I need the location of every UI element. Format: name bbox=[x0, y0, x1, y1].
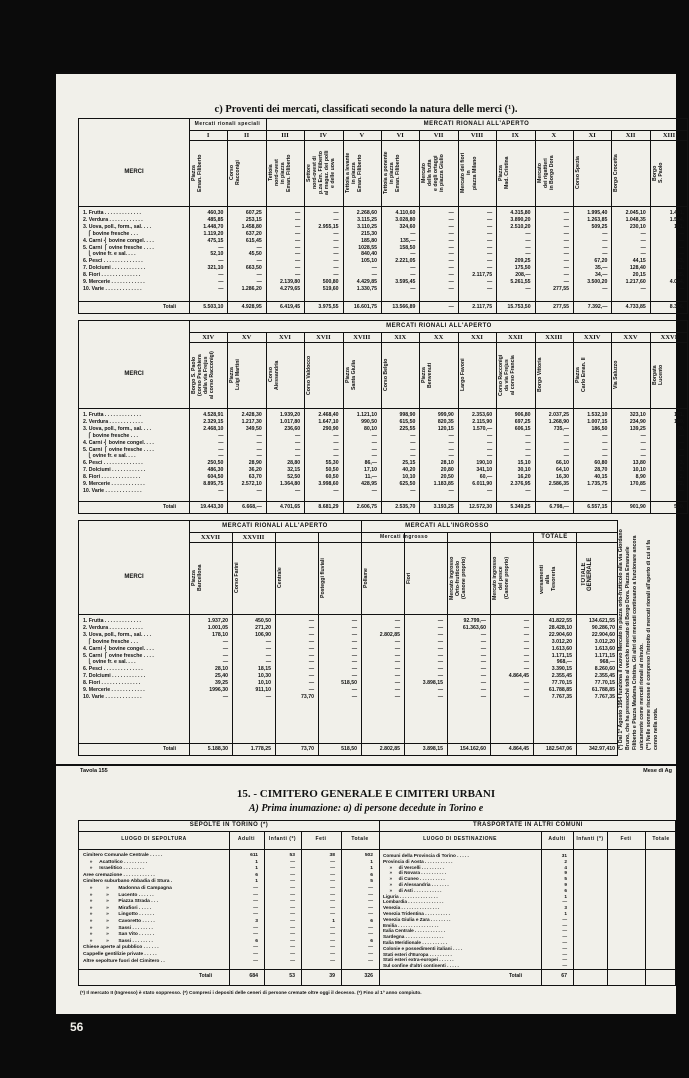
group-ingrosso: MERCATI ALL'INGROSSO bbox=[405, 523, 489, 529]
market-number: XXVIII bbox=[242, 534, 265, 541]
market-total: 73,70 bbox=[301, 746, 314, 752]
market-total: 19.443,30 bbox=[200, 504, 224, 510]
merci-header: MERCI bbox=[124, 371, 144, 377]
market-name: Mercato della frutta e degli ortaggi in piazza Giulio bbox=[421, 154, 446, 192]
market-name: Piazza Benvenuti bbox=[421, 362, 434, 388]
market-values: — — — — — — — — — — — 73,70 bbox=[301, 618, 314, 700]
right-col-head: LUOGO DI DESTINAZIONE bbox=[423, 836, 497, 842]
market-total: 901,90 bbox=[629, 504, 646, 510]
market-name: Mercato dei fiori in piazza Milano bbox=[459, 152, 478, 194]
market-values: — — — — — — — — — — 2.139,80 4.279,65 bbox=[279, 210, 301, 292]
market-values: 906,80 697,25 606,15 — — — — 15,10 30,10 16,20 2.376,95 — bbox=[510, 412, 531, 494]
left-group: SEPOLTE IN TORINO (*) bbox=[189, 822, 269, 828]
row-rule bbox=[79, 501, 687, 502]
market-name: Borgo Vittoria bbox=[536, 357, 543, 393]
market-number: XXIV bbox=[583, 334, 601, 341]
burial-places: Cimitero Comunale Centrale . . . . . » Acattolico . . . . . . . . . » Israelitico . . . . . . . . Aree cremazione . . . . . . . . . . . . Cimitero suburbano Abbadia di Stura . » » Madonna di Campagna » » Lucento . . . . . . » » Piazza Strada . . . » » Mirafiori . . . . . » » Lingotto . . . . . . » » Cavoretto . . . . . » » Sassi . . . . . . . . » » San Vito . . . . . . » » Sassi . . . . . . . . Chiese aperte al pubblico . . . . . . Cappelle gentilizie private . . . . . Altre sepolture fuori del Cimitero . . bbox=[83, 853, 173, 964]
market-total: 8.306, bbox=[669, 304, 685, 310]
tav155-strip bbox=[56, 764, 676, 780]
market-number: IX bbox=[511, 132, 519, 139]
market-values: 607,25 253,15 1.458,80 637,20 615,45 — 45,50 — 663,50 — — 1.286,20 bbox=[241, 210, 262, 292]
market-total: 5.503,10 bbox=[203, 304, 224, 310]
market-values: 998,90 615,50 225,55 — — — — 25,15 40,20 10,10 625,50 — bbox=[399, 412, 416, 494]
column-rule bbox=[645, 831, 646, 985]
group-aperto: MERCATI RIONALI ALL'APERTO bbox=[386, 323, 492, 329]
right-col-head: Feti bbox=[620, 836, 632, 842]
row-rule bbox=[189, 532, 617, 533]
markets-table-2 bbox=[78, 320, 688, 514]
market-total: 342.97,410 bbox=[589, 746, 615, 752]
market-name: Tettoia nord-ovest in piazza Eman. Filiberto bbox=[267, 154, 292, 192]
market-number: II bbox=[244, 132, 250, 139]
market-name: Borgo S. Paolo bbox=[651, 162, 664, 184]
market-total: 6.557,15 bbox=[587, 504, 608, 510]
market-values: 1.121,10 990,50 80,10 — — — — 86,— 17,10 11,— 428,95 — bbox=[356, 412, 377, 494]
market-number: XXVI bbox=[660, 334, 678, 341]
column-rule bbox=[573, 831, 574, 985]
market-total: 277,55 bbox=[553, 304, 569, 310]
market-name: Corso Farini bbox=[234, 562, 240, 594]
row-rule bbox=[79, 849, 675, 850]
row-rule bbox=[79, 206, 687, 207]
merci-header: MERCI bbox=[124, 574, 144, 580]
market-values: — — — — — — — — — 3.898,15 — — bbox=[422, 618, 443, 700]
market-values: 1.939,20 1.017,80 236,60 — — — — 28,80 32,15 52,50 1.364,80 — bbox=[279, 412, 301, 494]
market-name: Mercato dei rigattieri in Borgo Dora bbox=[536, 155, 555, 191]
row-labels: 1. Frutta . . . . . . . . . . . . . 2. Verdura . . . . . . . . . . . . 3. Uova, poll., form., sal. . . . ⎧ bovine fresche . . . 4. Carni ⎨ bovine congel. . . . 5. Carni ⎧ ovine fresche . . . . ⎩ ovine fr. e sal. . . . 6. Pesci . . . . . . . . . . . . . . 7. Dolciumi . . . . . . . . . . . . 8. Fiori . . . . . . . . . . . . . . 9. Mercerie . . . . . . . . . . . . 10. Varie . . . . . . . . . . . . . bbox=[83, 412, 154, 494]
market-name: Piazza Luigi Martini bbox=[229, 359, 242, 391]
row-rule bbox=[79, 408, 687, 409]
market-name: Centrale bbox=[277, 567, 283, 589]
tav155-month: Mese di Ag bbox=[643, 768, 672, 774]
market-number: XXII bbox=[508, 334, 523, 341]
destinations: Comuni della Provincia di Torino . . . . . Provincia di Aosta . . . . . . . . . . . » di Vercelli . . . . . . . . . » di Novara . . . . . . . . . . » di Cuneo . . . . . . . . . . » di Alessandria . . . . . . . » di Asti . . . . . . . . . . . Liguria . . . . . . . . . . . . . . . Lombardia . . . . . . . . . . . . . . Venezia . . . . . . . . . . . . . . . Venezia Tridentina . . . . . . . . . . Venezia Giulia e Zara . . . . . . . . Emilia . . . . . . . . . . . . . . . . Italia Centrale . . . . . . . . . . . . Sardegna . . . . . . . . . . . . . . . Italia Meridionale . . . . . . . . . . Colonie e possedimenti italiani . . . . Stati esteri d'Europa . . . . . . . . . Stati esteri extra-europei . . . . . . Sul confine d'altri continenti . . . . . bbox=[383, 853, 469, 969]
right-group: TRASPORTATE IN ALTRI COMUNI bbox=[473, 822, 583, 828]
left-col-head: Totale bbox=[351, 836, 369, 842]
market-values: 460,30 485,85 1.448,70 1.119,20 475,15 — 52,10 — 321,10 — — — bbox=[203, 210, 224, 292]
market-total: 518,50 bbox=[341, 746, 357, 752]
tav155-label: Tavola 155 bbox=[80, 768, 108, 774]
burial-left_totale: 502 1 1 6 5 — — — — — 6 — — 6 — — — bbox=[364, 853, 373, 964]
market-total: 15.753,50 bbox=[507, 304, 531, 310]
market-name: Piazza Barcellona bbox=[191, 564, 203, 592]
market-number: XI bbox=[588, 132, 596, 139]
total-left-2: 39 bbox=[329, 973, 335, 979]
row-labels: 1. Frutta . . . . . . . . . . . . . 2. Verdura . . . . . . . . . . . . 3. Uova, poll., form., sal. . . . ⎧ bovine fresche . . . 4. Carni ⎨ bovine congel. . . . 5. Carni ⎧ ovine fresche . . . . ⎩ ovine fr. e sal. . . . 6. Pesci . . . . . . . . . . . . . . 7. Dolciumi . . . . . . . . . . . . 8. Fiori . . . . . . . . . . . . . . 9. Mercerie . . . . . . . . . . . . 10. Varie . . . . . . . . . . . . . bbox=[83, 210, 154, 292]
market-number: XXIII bbox=[545, 334, 563, 341]
column-rule bbox=[379, 821, 380, 985]
market-number: XV bbox=[241, 334, 252, 341]
market-values: — — — — — — — — 4.864,45 — — — bbox=[508, 618, 529, 700]
market-number: XIV bbox=[202, 334, 215, 341]
market-number: VIII bbox=[470, 132, 484, 139]
market-values: 999,90 820,35 120,15 — — — — 28,10 20,80 20,50 1.183,85 — bbox=[433, 412, 454, 494]
market-name: Largo Favoni bbox=[459, 358, 466, 392]
market-total: 520, bbox=[674, 504, 685, 510]
market-total: 6.668,— bbox=[242, 504, 262, 510]
market-name: Fiori bbox=[406, 572, 412, 584]
market-number: XVIII bbox=[353, 334, 371, 341]
total-left-0: 684 bbox=[249, 973, 258, 979]
market-total: 5.188,30 bbox=[207, 746, 228, 752]
market-values: 2.268,60 3.115,25 3.110,25 215,30 185,80 1028,55 840,40 105,10 — — 4.429,85 1.330,75 bbox=[356, 210, 377, 292]
group-aperto: MERCATI RIONALI ALL'APERTO bbox=[222, 523, 328, 529]
market-total: 182.547,06 bbox=[546, 746, 572, 752]
row-rule bbox=[79, 301, 687, 302]
market-number: XII bbox=[625, 132, 636, 139]
market-total: 4.864,45 bbox=[508, 746, 529, 752]
market-total: 2.802,85 bbox=[379, 746, 400, 752]
market-total: 6.798,— bbox=[549, 504, 569, 510]
markets-table-3 bbox=[78, 520, 618, 756]
market-name: Pollame bbox=[363, 568, 369, 588]
market-total: 8.681,29 bbox=[318, 504, 339, 510]
market-total: 6.419,45 bbox=[279, 304, 301, 310]
market-values: 92.799,— 61.363,60 — — — — — — — — — — bbox=[462, 618, 486, 700]
markets-table-1 bbox=[78, 118, 688, 314]
burial-left_infanti: 53 — — — — — — — — — — — — — — — — bbox=[289, 853, 295, 964]
right-col-head: Infanti (*) bbox=[576, 836, 604, 842]
market-values: 1.937,20 1.001,05 178,10 — — — — 28,10 25,40 39,25 1996,30 — bbox=[207, 618, 228, 700]
totali-label: Totali bbox=[163, 504, 176, 510]
market-name: Via Saluzzo bbox=[613, 360, 620, 390]
document-page bbox=[56, 74, 685, 1014]
left-col-head: Adulti bbox=[237, 836, 256, 842]
market-name: Settore nord-ovest di p.za Em. Filiberto al magaz. dei polli e delle uova bbox=[306, 150, 337, 196]
left-col-head: Infanti (*) bbox=[268, 836, 297, 842]
market-total: 3.898,15 bbox=[422, 746, 443, 752]
market-total: 2.606,75 bbox=[356, 504, 377, 510]
market-total: 2.117,75 bbox=[472, 304, 493, 310]
row-rule bbox=[79, 614, 617, 615]
footnote-mercato: (*) Dal 1º Agosto 1954 funziona il nuovo Mercato in piazza orto-frutticolo alla via Giordano Bruno, che ha pressoché tolto al vecchio mercato di Borgo Dora. Piazza Emanuele Filiberto e Piazza Madama Cristina. Gli altri dei mercati continuano a funzionare ancora unicamente come mercati rionali al minuto. (**) Nelle somme riscosse è compreso l'introito di mercati rionali all'aperto di cui si fa cenno nella nota. bbox=[618, 529, 659, 750]
totale-header: TOTALE bbox=[541, 534, 568, 540]
market-name: Borgo S. Paolo (corso Peschiera dalla via Frejus al corso Racconigi) bbox=[191, 351, 215, 399]
market-number: XX bbox=[433, 334, 444, 341]
market-name: Piazza Santa Giulia bbox=[344, 360, 357, 390]
market-total: 5.349,25 bbox=[510, 504, 531, 510]
market-total: 2.535,70 bbox=[395, 504, 416, 510]
totale-sub: versamenti alla Tesoreria bbox=[539, 564, 557, 594]
totali-right: Totali bbox=[509, 973, 522, 979]
market-values: 181, 180, 80, — — — — 3, 2, 2, 72, — bbox=[674, 412, 685, 494]
market-number: IV bbox=[319, 132, 327, 139]
row-labels: 1. Frutta . . . . . . . . . . . . . 2. Verdura . . . . . . . . . . . . 3. Uova, poll., form., sal. . . . ⎧ bovine fresche . . . 4. Carni ⎨ bovine congel. . . . 5. Carni ⎧ ovine fresche . . . . ⎩ ovine fr. e sal. . . . 6. Pesci . . . . . . . . . . . . . . 7. Dolciumi . . . . . . . . . . . . 8. Fiori . . . . . . . . . . . . . . 9. Mercerie . . . . . . . . . . . . 10. Varie . . . . . . . . . . . . . bbox=[83, 618, 154, 700]
generale-header: TOTALE GENERALE bbox=[581, 557, 593, 591]
market-values: 4.110,60 3.028,80 324,60 — 135,— 158,50 — 2.221,05 — — 3.595,45 — bbox=[395, 210, 416, 292]
market-name: Tettoia a levante in piazza Eman. Filiberto bbox=[344, 152, 363, 194]
burial-left_adulti: 611 1 1 6 1 — — — — — 3 — — 6 — — — bbox=[250, 853, 258, 964]
market-values: — — 2.955,15 — — — — — — — 500,80 519,60 bbox=[318, 210, 339, 292]
totali-label: Totali bbox=[163, 304, 176, 310]
column-rule bbox=[607, 831, 608, 985]
market-values: 4.528,91 2.329,15 2.468,10 — — — — 250,50 486,30 604,50 8.895,75 — bbox=[203, 412, 224, 494]
total-left-1: 53 bbox=[289, 973, 295, 979]
market-values: 41.822,55 28.428,10 22.904,60 3.012,20 1.613,60 1.171,15 968,— 3.390,15 2.355,45 77.70,15 61.788,85 7.767,35 bbox=[548, 618, 572, 700]
market-name: Corso Alessandria bbox=[267, 360, 280, 390]
market-number: I bbox=[206, 132, 210, 139]
market-name: Piazza Mad. Cristina bbox=[498, 156, 511, 190]
market-name: Corso Belgio bbox=[383, 358, 389, 392]
section-15-subtitle: A) Prima inumazione: a) di persone decedute in Torino e bbox=[248, 803, 484, 814]
market-values: 1.995,40 1.263,85 509,25 — — — — 67,20 35,— 34,— 3.500,20 — bbox=[587, 210, 608, 292]
market-total: 1.778,25 bbox=[250, 746, 271, 752]
right-col-head: Adulti bbox=[548, 836, 566, 842]
market-values: — — 2.802,85 — — — — — — — — — bbox=[379, 618, 400, 700]
market-values: 4.315,80 3.890,20 2.510,20 — — — — 209,25 175,50 208,— 5.261,55 — bbox=[510, 210, 531, 292]
market-number: V bbox=[359, 132, 365, 139]
market-total: 13.566,89 bbox=[392, 304, 416, 310]
group-aperto: MERCATI RIONALI ALL'APERTO bbox=[423, 121, 530, 127]
market-values: 1.401, 1.504, 151, — — — — 63, 11, 85, 4.034, — bbox=[669, 210, 685, 292]
market-name: Corso Racconigi bbox=[229, 160, 242, 186]
market-total: 3.193,25 bbox=[433, 504, 454, 510]
total-right: 67 bbox=[561, 973, 567, 979]
market-values: 450,50 271,20 106,90 — — — — 18,15 10,30 10,10 911,10 — bbox=[255, 618, 271, 700]
market-name: Tettoia a ponente in piazza Eman. Filiberto bbox=[383, 151, 401, 195]
row-rule bbox=[79, 969, 675, 970]
market-values: 2.428,30 1.217,30 349,50 — — — — 28,90 36,20 63,70 2.572,10 — bbox=[241, 412, 262, 494]
market-number: X bbox=[551, 132, 557, 139]
market-name: Posteggi fluviali bbox=[320, 558, 326, 598]
market-number: III bbox=[281, 132, 289, 139]
market-number: XXI bbox=[471, 334, 483, 341]
market-name: Corso Spezia bbox=[575, 156, 581, 190]
market-values: — — — — — — — — — — — 277,55 bbox=[553, 210, 569, 292]
market-total: 4.701,65 bbox=[279, 504, 301, 510]
market-values: — — — — — — — — — 2.117,75 — — bbox=[472, 210, 493, 292]
row-rule bbox=[79, 743, 617, 744]
market-total: 12.572,30 bbox=[469, 504, 493, 510]
market-name: Mercato ingrosso del pesce (Canone proprio) bbox=[492, 556, 510, 600]
dest-adulti: 31 2 4 9 5 9 6 1 — 3 1 — — — — — — — — — bbox=[561, 853, 567, 969]
market-total: — bbox=[448, 304, 454, 310]
market-total: 16.601,75 bbox=[353, 304, 377, 310]
row-rule bbox=[189, 542, 617, 543]
market-name: Mercato ingrosso Orto-frutticolo (Canone proprio) bbox=[449, 556, 467, 600]
market-total: 4.733,85 bbox=[625, 304, 646, 310]
totali-label: Totali bbox=[163, 746, 176, 752]
market-name: Piazza Carlo Eman. II bbox=[575, 357, 587, 393]
market-number: XXV bbox=[623, 334, 638, 341]
market-number: VI bbox=[396, 132, 404, 139]
market-name: Corso Valdocco bbox=[306, 355, 313, 395]
left-col-head: LUOGO DI SEPOLTURA bbox=[121, 836, 187, 842]
market-name: Corso Racconigi da via Frejus al corso Francia bbox=[498, 354, 517, 396]
market-name: Borgo Crocetta bbox=[613, 154, 620, 192]
market-values: 2.468,40 1.647,10 290,90 — — — — 55,30 50,50 60,50 3.998,60 — bbox=[318, 412, 339, 494]
market-total: 3.975,55 bbox=[318, 304, 339, 310]
market-number: XIX bbox=[394, 334, 407, 341]
market-values: 134.621,55 90.286,70 22.904,60 3.012,20 1.613,60 1.171,15 968,— 8.260,60 2.355,45 77.70,15 61.788,85 7.767,35 bbox=[589, 618, 615, 700]
market-number: XVI bbox=[279, 334, 291, 341]
section-c-title: c) Proventi dei mercati, classificati secondo la natura delle merci (¹). bbox=[214, 104, 518, 115]
total-left-3: 326 bbox=[364, 973, 373, 979]
market-values: 2.353,60 2.115,90 1.570,— — — — — 190,10 341,10 60,— 6.011,90 — bbox=[471, 412, 493, 494]
market-name: Piazza Eman. Filiberto bbox=[191, 154, 203, 192]
page-number: 56 bbox=[70, 1020, 84, 1034]
section-15-title: 15. - CIMITERO GENERALE E CIMITERI URBANI bbox=[236, 788, 496, 800]
market-total: 4.928,95 bbox=[241, 304, 262, 310]
totali-left: Totali bbox=[199, 973, 212, 979]
market-values: 2.045,10 1.048,35 230,10 — — — — 44,15 128,40 20,15 1.217,60 — bbox=[625, 210, 646, 292]
market-total: 7.392,— bbox=[587, 304, 608, 310]
burial-left_feti: 38 — — — — — — — — — 1 — — — — — — bbox=[329, 853, 335, 964]
market-name: Borgata Lucento bbox=[651, 364, 664, 386]
market-values: 2.037,25 1.268,90 735,— — — — — 66,10 64,10 16,30 2.586,35 — bbox=[548, 412, 569, 494]
cemetery-table bbox=[78, 820, 676, 986]
cemetery-footnotes: (*) Il mercato II (Ingresso) è stato soppresso. (*) Compresi i depositi delle ceneri di persone cremate oltre oggi il decesso. (*) Fino al 1º anno compiuto. bbox=[80, 991, 422, 996]
market-number: XIII bbox=[662, 132, 676, 139]
right-col-head: Totale bbox=[652, 836, 670, 842]
market-values: 323,10 234,90 139,25 — — — — 13,80 10,10 8,90 170,85 — bbox=[629, 412, 646, 494]
sub-ingrosso: Mercati ingrosso bbox=[379, 534, 428, 540]
merci-header: MERCI bbox=[124, 169, 144, 175]
market-number: XXVII bbox=[200, 534, 221, 541]
market-number: XVII bbox=[316, 334, 331, 341]
market-values: 1.532,10 1.007,15 186,50 — — — — 60,80 28,70 40,15 1.735,75 — bbox=[587, 412, 608, 494]
row-rule bbox=[79, 831, 675, 832]
market-values: — — — — — — — — — — — — bbox=[448, 210, 454, 292]
left-col-head: Feti bbox=[315, 836, 327, 842]
market-number: VII bbox=[433, 132, 444, 139]
market-total: 154.162,60 bbox=[460, 746, 486, 752]
group-special: Mercati rionali speciali bbox=[194, 121, 261, 127]
market-values: — — — — — — — — — 518,50 — — bbox=[341, 618, 357, 700]
